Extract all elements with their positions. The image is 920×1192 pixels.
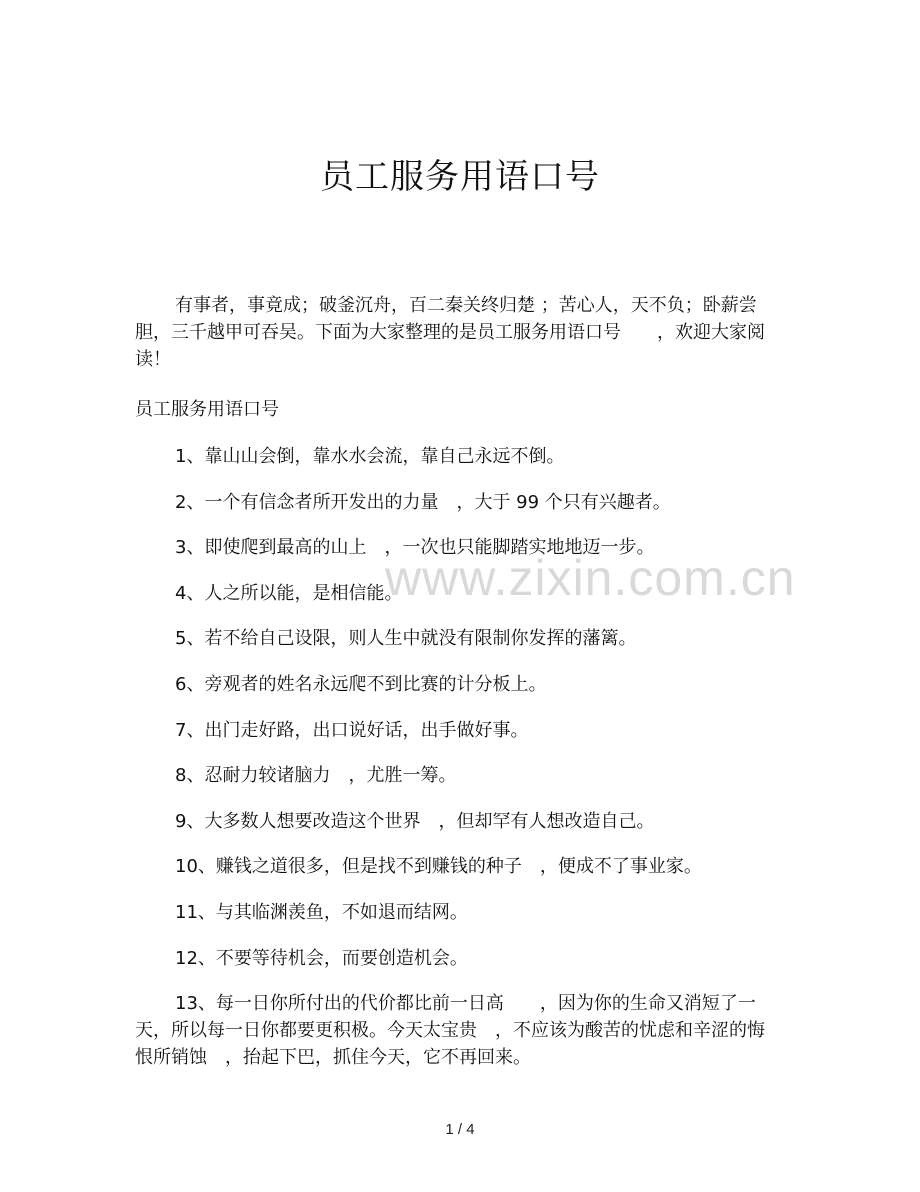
slogan-item-7: 7、出门走好路，出口说好话，出手做好事。 [175, 719, 529, 741]
slogan-item-4: 4、人之所以能，是相信能。 [175, 582, 403, 604]
section-heading: 员工服务用语口号 [135, 399, 279, 420]
slogan-item-8: 8、忍耐力较诸脑力 ，尤胜一筹。 [175, 765, 457, 787]
watermark: www.zixin.com.cn [385, 550, 796, 606]
slogan-item-10: 10、赚钱之道很多，但是找不到赚钱的种子 ，便成不了事业家。 [175, 856, 702, 878]
slogan-item-3: 3、即使爬到最高的山上 ，一次也只能脚踏实地地迈一步。 [175, 537, 655, 559]
page-number: 1 / 4 [445, 1121, 475, 1138]
slogan-item-11: 11、与其临渊羡鱼，不如退而结网。 [175, 901, 468, 923]
slogan-item-1: 1、靠山山会倒，靠水水会流，靠自己永远不倒。 [175, 446, 565, 467]
document-title: 员工服务用语口号 [320, 157, 600, 197]
slogan-item-6: 6、旁观者的姓名永远爬不到比赛的计分板上。 [175, 673, 547, 695]
intro-paragraph: 有事者，事竟成；破釜沉舟，百二秦关终归楚 ；苦心人，天不负；卧薪尝胆，三千越甲可吞吴。下面为大家整理的是员工服务用语口号 ，欢迎大家阅读！ [135, 295, 765, 370]
slogan-item-9: 9、大多数人想要改造这个世界 ，但却罕有人想改造自己。 [175, 810, 655, 832]
slogan-item-5: 5、若不给自己设限，则人生中就没有限制你发挥的藩篱。 [175, 628, 637, 650]
slogan-item-2: 2、一个有信念者所开发出的力量 ，大于 99 个只有兴趣者。 [175, 491, 671, 513]
slogan-item-13: 13、每一日你所付出的代价都比前一日高 ，因为你的生命又消短了一天，所以每一日你都要更积极。今天太宝贵 ，不应该为酸苦的忧虑和辛涩的悔恨所销蚀 ，抬起下巴，抓住今天，它不再回来。 [135, 993, 765, 1069]
slogan-item-12: 12、不要等待机会，而要创造机会。 [175, 947, 468, 969]
slogan-list [135, 443, 775, 1090]
